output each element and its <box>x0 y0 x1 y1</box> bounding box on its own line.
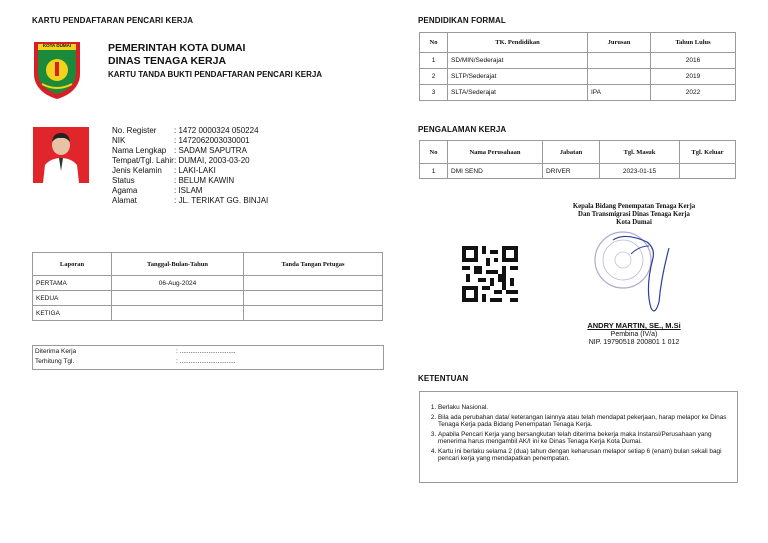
bio-label: Tempat/Tgl. Lahir <box>112 156 174 165</box>
edu-year: 2022 <box>651 85 736 101</box>
edu-level: SD/MIN/Sederajat <box>448 53 588 69</box>
report-table <box>32 252 383 321</box>
header-line2: DINAS TENAGA KERJA <box>108 55 227 67</box>
experience-table-header <box>420 141 736 164</box>
edu-major <box>588 69 651 85</box>
col-header: Tgl. Keluar <box>680 141 736 164</box>
education-title: PENDIDIKAN FORMAL <box>418 16 506 25</box>
bio-row <box>112 176 268 186</box>
list-item: 1. Berlaku Nasional. <box>438 404 729 411</box>
bio-label: Agama <box>112 186 138 195</box>
table-row <box>33 276 383 291</box>
report-cell: KETIGA <box>33 306 112 321</box>
col-header: Jurusan <box>588 33 651 53</box>
signatory-rank: Pembina (IV/a) <box>610 331 658 338</box>
col-header: No <box>420 141 448 164</box>
terms-title: KETENTUAN <box>418 374 469 383</box>
edu-no: 2 <box>420 69 448 85</box>
bio-value: : LAKI-LAKI <box>174 166 216 175</box>
col-header: Tanda Tangan Petugas <box>244 253 383 276</box>
list-item: 4. Kartu ini berlaku selama 2 (dua) tahun dengan keharusan melapor setiap 6 (enam) bulan sekali bagi pencari kerja yang mendapatkan penempatan. <box>438 448 729 462</box>
exp-company: DMI SEND <box>448 164 543 179</box>
report-cell: KEDUA <box>33 291 112 306</box>
accepted-value: : ............................... <box>176 348 236 355</box>
edu-major: IPA <box>588 85 651 101</box>
report-cell: PERTAMA <box>33 276 112 291</box>
counted-label: Terhitung Tgl. <box>35 358 75 365</box>
bio-value: : BELUM KAWIN <box>174 176 235 185</box>
edu-level: SLTP/Sederajat <box>448 69 588 85</box>
col-header: Tgl. Masuk <box>600 141 680 164</box>
col-header: TK. Pendidikan <box>448 33 588 53</box>
kota-dumai-logo <box>32 40 82 100</box>
signatory-line3: Kota Dumai <box>616 219 652 226</box>
bio-value: : JL. TERIKAT GG. BINJAI <box>174 196 269 205</box>
bio-label: Status <box>112 176 135 185</box>
bio-value: : DUMAI, 2003-03-20 <box>174 156 250 165</box>
card-section-title: KARTU PENDAFTARAN PENCARI KERJA <box>32 16 194 25</box>
header-line3: KARTU TANDA BUKTI PENDAFTARAN PENCARI KERJA <box>108 70 323 79</box>
table-row <box>420 53 736 69</box>
edu-year: 2019 <box>651 69 736 85</box>
education-table-header <box>420 33 736 53</box>
bio-label: Jenis Kelamin <box>112 166 162 175</box>
bio-label: Alamat <box>112 196 137 205</box>
exp-position: DRIVER <box>543 164 600 179</box>
bio-label: Nama Lengkap <box>112 146 167 155</box>
bio-row <box>112 126 268 136</box>
bio-value: : 1472 0000324 050224 <box>174 126 259 135</box>
table-row <box>33 306 383 321</box>
signatory-name: ANDRY MARTIN, SE., M.Si <box>587 321 681 330</box>
edu-year: 2016 <box>651 53 736 69</box>
signatory-title <box>560 203 708 227</box>
edu-major <box>588 53 651 69</box>
experience-title: PENGALAMAN KERJA <box>418 125 507 134</box>
exp-end <box>680 164 736 179</box>
bio-list <box>112 126 268 206</box>
bio-row <box>112 196 268 206</box>
header-line1: PEMERINTAH KOTA DUMAI <box>108 42 246 54</box>
signature-cell <box>244 291 383 306</box>
table-row <box>420 164 736 179</box>
bio-row <box>112 146 268 156</box>
edu-no: 3 <box>420 85 448 101</box>
report-date-cell <box>112 291 244 306</box>
education-table <box>419 32 736 101</box>
counted-value: : ............................... <box>176 358 236 365</box>
col-header: Tanggal-Bulan-Tahun <box>112 253 244 276</box>
bio-row <box>112 186 268 196</box>
edu-no: 1 <box>420 53 448 69</box>
logo-text: KOTA DUMAI <box>42 43 72 48</box>
bio-row <box>112 156 268 166</box>
bio-row <box>112 136 268 146</box>
terms-box <box>419 391 738 483</box>
official-stamp-signature <box>585 228 685 318</box>
bio-label: NIK <box>112 136 126 145</box>
qr-code <box>462 246 518 302</box>
bio-label: No. Register <box>112 126 157 135</box>
accepted-label: Diterima Kerja <box>35 348 77 355</box>
table-row <box>420 85 736 101</box>
list-item: 2. Bila ada perubahan data/ keterangan lainnya atau telah mendapat pekerjaan, harap melapor ke Dinas Tenaga Kerja pada Bidang Penempatan Tenaga Kerja. <box>438 414 729 428</box>
col-header: No <box>420 33 448 53</box>
signature-cell <box>244 276 383 291</box>
exp-no: 1 <box>420 164 448 179</box>
col-header: Laporan <box>33 253 112 276</box>
bio-value: : ISLAM <box>174 186 203 195</box>
bio-value: : SADAM SAPUTRA <box>174 146 247 155</box>
bio-row <box>112 166 268 176</box>
report-table-header <box>33 253 383 276</box>
col-header: Nama Perusahaan <box>448 141 543 164</box>
col-header: Tahun Lulus <box>651 33 736 53</box>
report-date-cell: 06-Aug-2024 <box>112 276 244 291</box>
applicant-photo <box>33 127 89 183</box>
employment-box <box>32 345 384 370</box>
list-item: 3. Apabila Pencari Kerja yang bersangkutan telah diterima bekerja maka Instansi/Perusahaan yang menerima harus mengambil AK/I ini ke Dinas Tenaga Kerja Kota Dumai. <box>438 431 729 445</box>
experience-table <box>419 140 736 179</box>
exp-start: 2023-01-15 <box>600 164 680 179</box>
signatory-nip: NIP. 19790518 200801 1 012 <box>588 339 680 346</box>
edu-level: SLTA/Sederajat <box>448 85 588 101</box>
bio-value: : 1472062003030001 <box>174 136 250 145</box>
table-row <box>33 291 383 306</box>
table-row <box>420 69 736 85</box>
signature-cell <box>244 306 383 321</box>
col-header: Jabatan <box>543 141 600 164</box>
terms-list <box>420 404 729 462</box>
report-date-cell <box>112 306 244 321</box>
signatory-line1: Kepala Bidang Penempatan Tenaga Kerja <box>572 203 696 210</box>
signatory-line2: Dan Transmigrasi Dinas Tenaga Kerja <box>578 211 690 218</box>
